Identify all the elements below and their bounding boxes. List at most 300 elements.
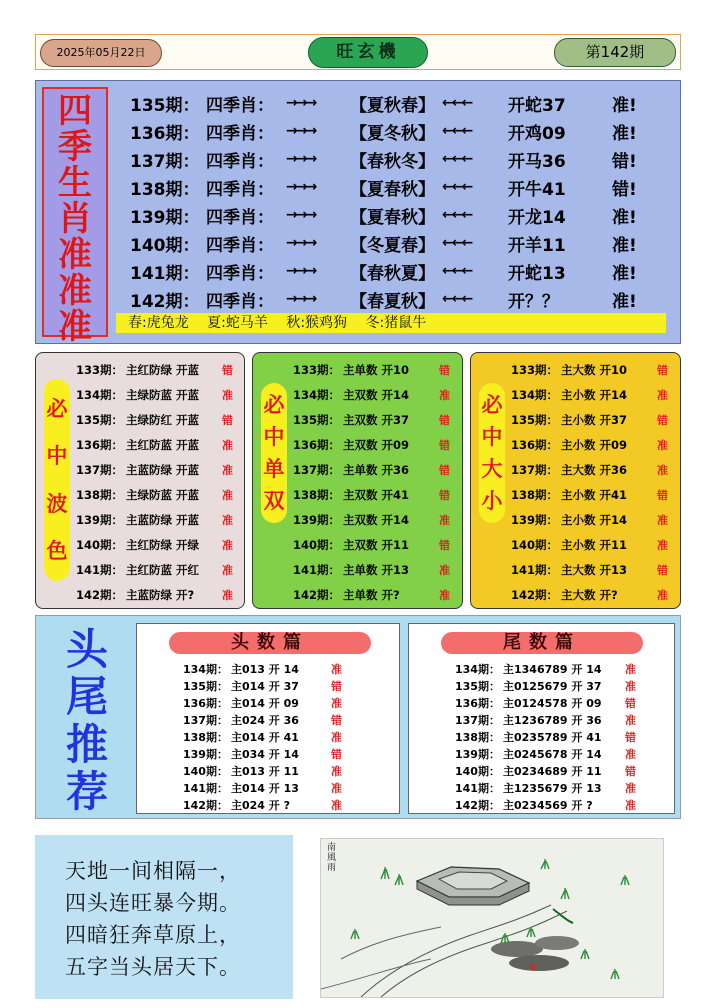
period-label: 139期： (183, 747, 228, 761)
side-char: 推 (65, 719, 108, 769)
site-title: 旺玄機 (308, 37, 428, 68)
hit-mark: 错 (439, 413, 450, 427)
season-label: 四季肖： (206, 263, 274, 284)
tail-number-title: 尾数篇 (441, 632, 643, 654)
list-item (76, 457, 244, 482)
badge-char: 色 (46, 539, 68, 564)
period-label: 140期： (455, 764, 500, 778)
hit-mark: 错 (331, 747, 342, 761)
badge-char: 小 (481, 489, 503, 513)
season-label: 四季肖： (206, 291, 274, 312)
period-label: 141期： (511, 562, 559, 577)
prediction-text: 主大数 开13 (561, 562, 628, 577)
head-number-box (136, 623, 400, 814)
period-label: 142期： (76, 587, 124, 602)
list-item (455, 677, 665, 694)
period-label: 142期： (130, 291, 200, 312)
arrow-right: →→→ (286, 179, 316, 195)
hit-mark: 准 (657, 513, 668, 527)
prediction-text: 主红防绿 开蓝 (126, 362, 200, 377)
period-label: 134期： (183, 662, 228, 676)
hit-mark: 准! (612, 235, 637, 256)
hit-mark: 准 (222, 463, 233, 477)
period-label: 135期： (511, 412, 559, 427)
period-label: 141期： (183, 781, 228, 795)
period-label: 136期： (511, 437, 559, 452)
prediction-text: 主0234689 开 11 (503, 764, 602, 778)
list-item (293, 557, 461, 582)
season-label: 四季肖： (206, 235, 274, 256)
list-item (455, 711, 665, 728)
badge-char: 大 (481, 457, 503, 481)
hit-mark: 错 (657, 363, 668, 377)
season-row (130, 117, 670, 145)
list-item (76, 432, 244, 457)
hit-mark: 错 (657, 413, 668, 427)
period-label: 141期： (293, 562, 341, 577)
hit-mark: 错 (625, 696, 636, 710)
head-number-list (183, 660, 393, 813)
prediction-text: 主大数 开? (561, 587, 618, 602)
list-item (183, 711, 393, 728)
season-value: 【夏冬秋】 (350, 123, 435, 144)
period-label: 138期： (293, 487, 341, 502)
period-label: 141期： (455, 781, 500, 795)
period-label: 136期： (130, 123, 200, 144)
badge-char: 双 (263, 489, 285, 513)
period-label: 142期： (511, 587, 559, 602)
wave-color-list (76, 357, 244, 607)
tail-number-box (408, 623, 675, 814)
side-char: 准 (58, 307, 92, 347)
poem-line: 四头连旺暴今期。 (65, 891, 241, 915)
hit-mark: 错! (612, 179, 637, 200)
list-item (293, 407, 461, 432)
hit-mark: 准 (625, 781, 636, 795)
period-label: 135期： (183, 679, 228, 693)
season-value: 【春秋冬】 (350, 151, 435, 172)
list-item (455, 728, 665, 745)
result-text: 开蛇13 (508, 263, 566, 284)
hit-mark: 准 (439, 588, 450, 602)
side-char: 四 (58, 91, 92, 131)
list-item (183, 779, 393, 796)
list-item (511, 407, 679, 432)
arrow-left: ←←← (442, 179, 472, 195)
list-item (293, 432, 461, 457)
season-legend (116, 313, 666, 333)
hit-mark: 准 (331, 781, 342, 795)
tail-number-list (455, 660, 665, 813)
season-value: 【夏秋春】 (350, 95, 435, 116)
arrow-right: →→→ (286, 151, 316, 167)
list-item (76, 407, 244, 432)
list-item (511, 557, 679, 582)
hit-mark: 准! (612, 207, 637, 228)
hit-mark: 准 (657, 438, 668, 452)
poem-line: 五字当头居天下。 (65, 955, 241, 979)
list-item (76, 582, 244, 607)
hit-mark: 准 (625, 713, 636, 727)
prediction-text: 主1235679 开 13 (503, 781, 602, 795)
poem-box (35, 835, 293, 999)
period-label: 138期： (76, 487, 124, 502)
side-char: 准 (58, 235, 92, 275)
badge-char: 单 (263, 457, 285, 481)
period-label: 138期： (130, 179, 200, 200)
poem-line: 四暗狂奔草原上， (65, 923, 241, 947)
side-char: 准 (58, 271, 92, 311)
hit-mark: 准! (612, 95, 637, 116)
prediction-text: 主0245678 开 14 (503, 747, 602, 761)
period-label: 134期： (76, 387, 124, 402)
legend-summer: 夏:蛇马羊 (207, 315, 268, 331)
period-label: 140期： (293, 537, 341, 552)
list-item (183, 745, 393, 762)
period-label: 135期： (130, 95, 200, 116)
list-item (455, 796, 665, 813)
result-text: 开？？ (508, 291, 559, 312)
season-row (130, 229, 670, 257)
period-label: 142期： (455, 798, 500, 812)
prediction-text: 主红防蓝 开蓝 (126, 437, 200, 452)
prediction-text: 主单数 开? (343, 587, 400, 602)
legend-winter: 冬:猪鼠牛 (365, 315, 427, 331)
list-item (511, 457, 679, 482)
hit-mark: 错 (439, 488, 450, 502)
list-item (183, 660, 393, 677)
prediction-text: 主小数 开41 (561, 487, 628, 502)
arrow-left: ←←← (442, 123, 472, 139)
poem-line: 天地一间相隔一， (65, 859, 241, 883)
side-char: 荐 (65, 767, 108, 817)
prediction-text: 主绿防蓝 开蓝 (126, 487, 200, 502)
period-label: 139期： (511, 512, 559, 527)
period-label: 140期： (76, 537, 124, 552)
arrow-left: ←←← (442, 235, 472, 251)
prediction-text: 主红防绿 开绿 (126, 537, 200, 552)
prediction-text: 主024 开 ? (231, 798, 291, 812)
period-label: 136期： (183, 696, 228, 710)
hit-mark: 准 (222, 588, 233, 602)
season-row (130, 201, 670, 229)
season-row (130, 89, 670, 117)
season-label: 四季肖： (206, 207, 274, 228)
hit-mark: 准 (657, 588, 668, 602)
period-label: 137期： (130, 151, 200, 172)
badge-char: 中 (46, 444, 68, 469)
hit-mark: 准 (331, 730, 342, 744)
period-label: 134期： (455, 662, 500, 676)
head-tail-side-title (44, 626, 130, 816)
prediction-text: 主024 开 36 (231, 713, 299, 727)
big-small-card (470, 352, 681, 609)
hit-mark: 准 (331, 798, 342, 812)
badge-char: 必 (46, 396, 68, 421)
season-row (130, 173, 670, 201)
badge-char: 必 (481, 393, 503, 417)
prediction-text: 主双数 开14 (343, 387, 410, 402)
list-item (293, 532, 461, 557)
prediction-text: 主双数 开37 (343, 412, 410, 427)
period-label: 137期： (511, 462, 559, 477)
hit-mark: 准! (612, 263, 637, 284)
period-label: 139期： (293, 512, 341, 527)
hit-mark: 准 (625, 747, 636, 761)
list-item (76, 382, 244, 407)
odd-even-list (293, 357, 461, 607)
list-item (511, 357, 679, 382)
result-text: 开蛇37 (508, 95, 566, 116)
list-item (511, 582, 679, 607)
hit-mark: 准 (331, 662, 342, 676)
illustration-caption: 南風雨 (327, 843, 337, 873)
period-label: 133期： (76, 362, 124, 377)
hit-mark: 错! (612, 151, 637, 172)
list-item (293, 382, 461, 407)
prediction-text: 主双数 开11 (343, 537, 410, 552)
prediction-text: 主单数 开13 (343, 562, 410, 577)
prediction-text: 主蓝防绿 开? (126, 587, 195, 602)
hit-mark: 准 (625, 662, 636, 676)
header-bar (35, 34, 681, 70)
hit-mark: 准 (222, 388, 233, 402)
odd-even-badge (261, 383, 287, 523)
grassland-drawing (321, 839, 664, 998)
badge-char: 波 (46, 491, 68, 516)
period-label: 137期： (293, 462, 341, 477)
list-item (511, 482, 679, 507)
arrow-left: ←←← (442, 151, 472, 167)
list-item (511, 382, 679, 407)
prediction-text: 主大数 开36 (561, 462, 628, 477)
prediction-text: 主绿防红 开蓝 (126, 412, 200, 427)
legend-spring: 春:虎兔龙 (128, 315, 189, 331)
arrow-right: →→→ (286, 95, 316, 111)
period-label: 139期： (455, 747, 500, 761)
list-item (293, 482, 461, 507)
prediction-text: 主014 开 13 (231, 781, 299, 795)
period-label: 138期： (455, 730, 500, 744)
period-label: 140期： (183, 764, 228, 778)
wave-color-card (35, 352, 245, 609)
period-label: 137期： (183, 713, 228, 727)
season-label: 四季肖： (206, 179, 274, 200)
period-label: 142期： (183, 798, 228, 812)
prediction-text: 主双数 开09 (343, 437, 410, 452)
list-item (455, 762, 665, 779)
hit-mark: 准 (439, 513, 450, 527)
four-seasons-list (130, 89, 670, 313)
prediction-text: 主0124578 开 09 (503, 696, 602, 710)
season-value: 【夏春秋】 (350, 179, 435, 200)
hit-mark: 准 (657, 388, 668, 402)
period-label: 137期： (455, 713, 500, 727)
prediction-text: 主蓝防绿 开蓝 (126, 512, 200, 527)
hit-mark: 错 (625, 730, 636, 744)
hit-mark: 准! (612, 291, 637, 312)
side-char: 头 (65, 624, 108, 674)
period-label: 137期： (76, 462, 124, 477)
season-label: 四季肖： (206, 95, 274, 116)
period-label: 139期： (130, 207, 200, 228)
list-item (293, 357, 461, 382)
list-item (183, 677, 393, 694)
four-seasons-panel (35, 80, 681, 347)
list-item (511, 432, 679, 457)
side-char: 季 (58, 127, 92, 167)
result-text: 开鸡09 (508, 123, 566, 144)
period-label: 140期： (511, 537, 559, 552)
period-label: 133期： (293, 362, 341, 377)
period-label: 139期： (76, 512, 124, 527)
list-item (455, 694, 665, 711)
list-item (511, 507, 679, 532)
hit-mark: 准 (331, 696, 342, 710)
season-label: 四季肖： (206, 151, 274, 172)
list-item (293, 507, 461, 532)
hit-mark: 错 (439, 363, 450, 377)
hit-mark: 错 (331, 679, 342, 693)
result-text: 开龙14 (508, 207, 566, 228)
side-char: 生 (58, 163, 92, 203)
arrow-left: ←←← (442, 291, 472, 307)
list-item (293, 582, 461, 607)
result-text: 开牛41 (508, 179, 566, 200)
hit-mark: 错 (439, 538, 450, 552)
result-text: 开马36 (508, 151, 566, 172)
season-row (130, 257, 670, 285)
prediction-text: 主蓝防绿 开蓝 (126, 462, 200, 477)
hit-mark: 准! (612, 123, 637, 144)
period-label: 134期： (511, 387, 559, 402)
hit-mark: 准 (222, 563, 233, 577)
season-value: 【夏春秋】 (350, 207, 435, 228)
hit-mark: 准 (625, 679, 636, 693)
list-item (511, 532, 679, 557)
hit-mark: 错 (439, 463, 450, 477)
prediction-text: 主014 开 09 (231, 696, 299, 710)
prediction-text: 主1346789 开 14 (503, 662, 602, 676)
prediction-text: 主双数 开14 (343, 512, 410, 527)
prediction-text: 主小数 开09 (561, 437, 628, 452)
period-label: 136期： (455, 696, 500, 710)
arrow-right: →→→ (286, 207, 316, 223)
hit-mark: 错 (222, 413, 233, 427)
hit-mark: 错 (657, 563, 668, 577)
wave-color-badge (44, 379, 70, 581)
arrow-right: →→→ (286, 263, 316, 279)
season-value: 【春夏秋】 (350, 291, 435, 312)
prediction-text: 主单数 开10 (343, 362, 410, 377)
prediction-text: 主小数 开14 (561, 387, 628, 402)
arrow-left: ←←← (442, 263, 472, 279)
hit-mark: 错 (439, 438, 450, 452)
list-item (76, 532, 244, 557)
list-item (455, 779, 665, 796)
hit-mark: 准 (625, 798, 636, 812)
arrow-right: →→→ (286, 235, 316, 251)
prediction-text: 主单数 开36 (343, 462, 410, 477)
arrow-right: →→→ (286, 123, 316, 139)
period-label: 134期： (293, 387, 341, 402)
list-item (76, 357, 244, 382)
badge-char: 必 (263, 393, 285, 417)
head-number-title: 头数篇 (169, 632, 371, 654)
hit-mark: 错 (222, 363, 233, 377)
prediction-text: 主0234569 开 ? (503, 798, 593, 812)
prediction-text: 主034 开 14 (231, 747, 299, 761)
period-label: 136期： (76, 437, 124, 452)
period-label: 135期： (455, 679, 500, 693)
badge-char: 中 (481, 425, 503, 449)
prediction-text: 主大数 开10 (561, 362, 628, 377)
list-item (183, 762, 393, 779)
period-label: 135期： (293, 412, 341, 427)
season-value: 【冬夏春】 (350, 235, 435, 256)
prediction-text: 主红防蓝 开红 (126, 562, 200, 577)
prediction-text: 主0125679 开 37 (503, 679, 602, 693)
period-label: 138期： (511, 487, 559, 502)
season-row (130, 285, 670, 313)
prediction-text: 主0235789 开 41 (503, 730, 602, 744)
list-item (183, 728, 393, 745)
period-label: 141期： (76, 562, 124, 577)
prediction-text: 主双数 开41 (343, 487, 410, 502)
season-label: 四季肖： (206, 123, 274, 144)
period-label: 141期： (130, 263, 200, 284)
hit-mark: 准 (657, 538, 668, 552)
list-item (455, 660, 665, 677)
prediction-text: 主014 开 41 (231, 730, 299, 744)
prediction-text: 主013 开 14 (231, 662, 299, 676)
hit-mark: 准 (439, 563, 450, 577)
side-char: 尾 (65, 672, 108, 722)
prediction-text: 主1236789 开 36 (503, 713, 602, 727)
prediction-text: 主小数 开11 (561, 537, 628, 552)
prediction-text: 主绿防蓝 开蓝 (126, 387, 200, 402)
list-item (76, 482, 244, 507)
hit-mark: 准 (222, 538, 233, 552)
hit-mark: 准 (222, 513, 233, 527)
prediction-text: 主小数 开37 (561, 412, 628, 427)
prediction-text: 主013 开 11 (231, 764, 299, 778)
result-text: 开羊11 (508, 235, 566, 256)
season-row (130, 145, 670, 173)
arrow-left: ←←← (442, 207, 472, 223)
list-item (76, 557, 244, 582)
legend-autumn: 秋:猴鸡狗 (286, 315, 348, 331)
prediction-text: 主014 开 37 (231, 679, 299, 693)
date-label: 2025年05月22日 (40, 39, 162, 67)
hit-mark: 准 (222, 488, 233, 502)
period-label: 140期： (130, 235, 200, 256)
season-value: 【春秋夏】 (350, 263, 435, 284)
hit-mark: 错 (331, 713, 342, 727)
hit-mark: 错 (625, 764, 636, 778)
hit-mark: 准 (657, 463, 668, 477)
list-item (183, 796, 393, 813)
list-item (76, 507, 244, 532)
hit-mark: 准 (222, 438, 233, 452)
period-label: 142期： (293, 587, 341, 602)
hit-mark: 准 (439, 388, 450, 402)
arrow-right: →→→ (286, 291, 316, 307)
big-small-list (511, 357, 679, 607)
riddle-illustration (320, 838, 664, 998)
issue-label: 第142期 (554, 38, 676, 67)
period-label: 138期： (183, 730, 228, 744)
